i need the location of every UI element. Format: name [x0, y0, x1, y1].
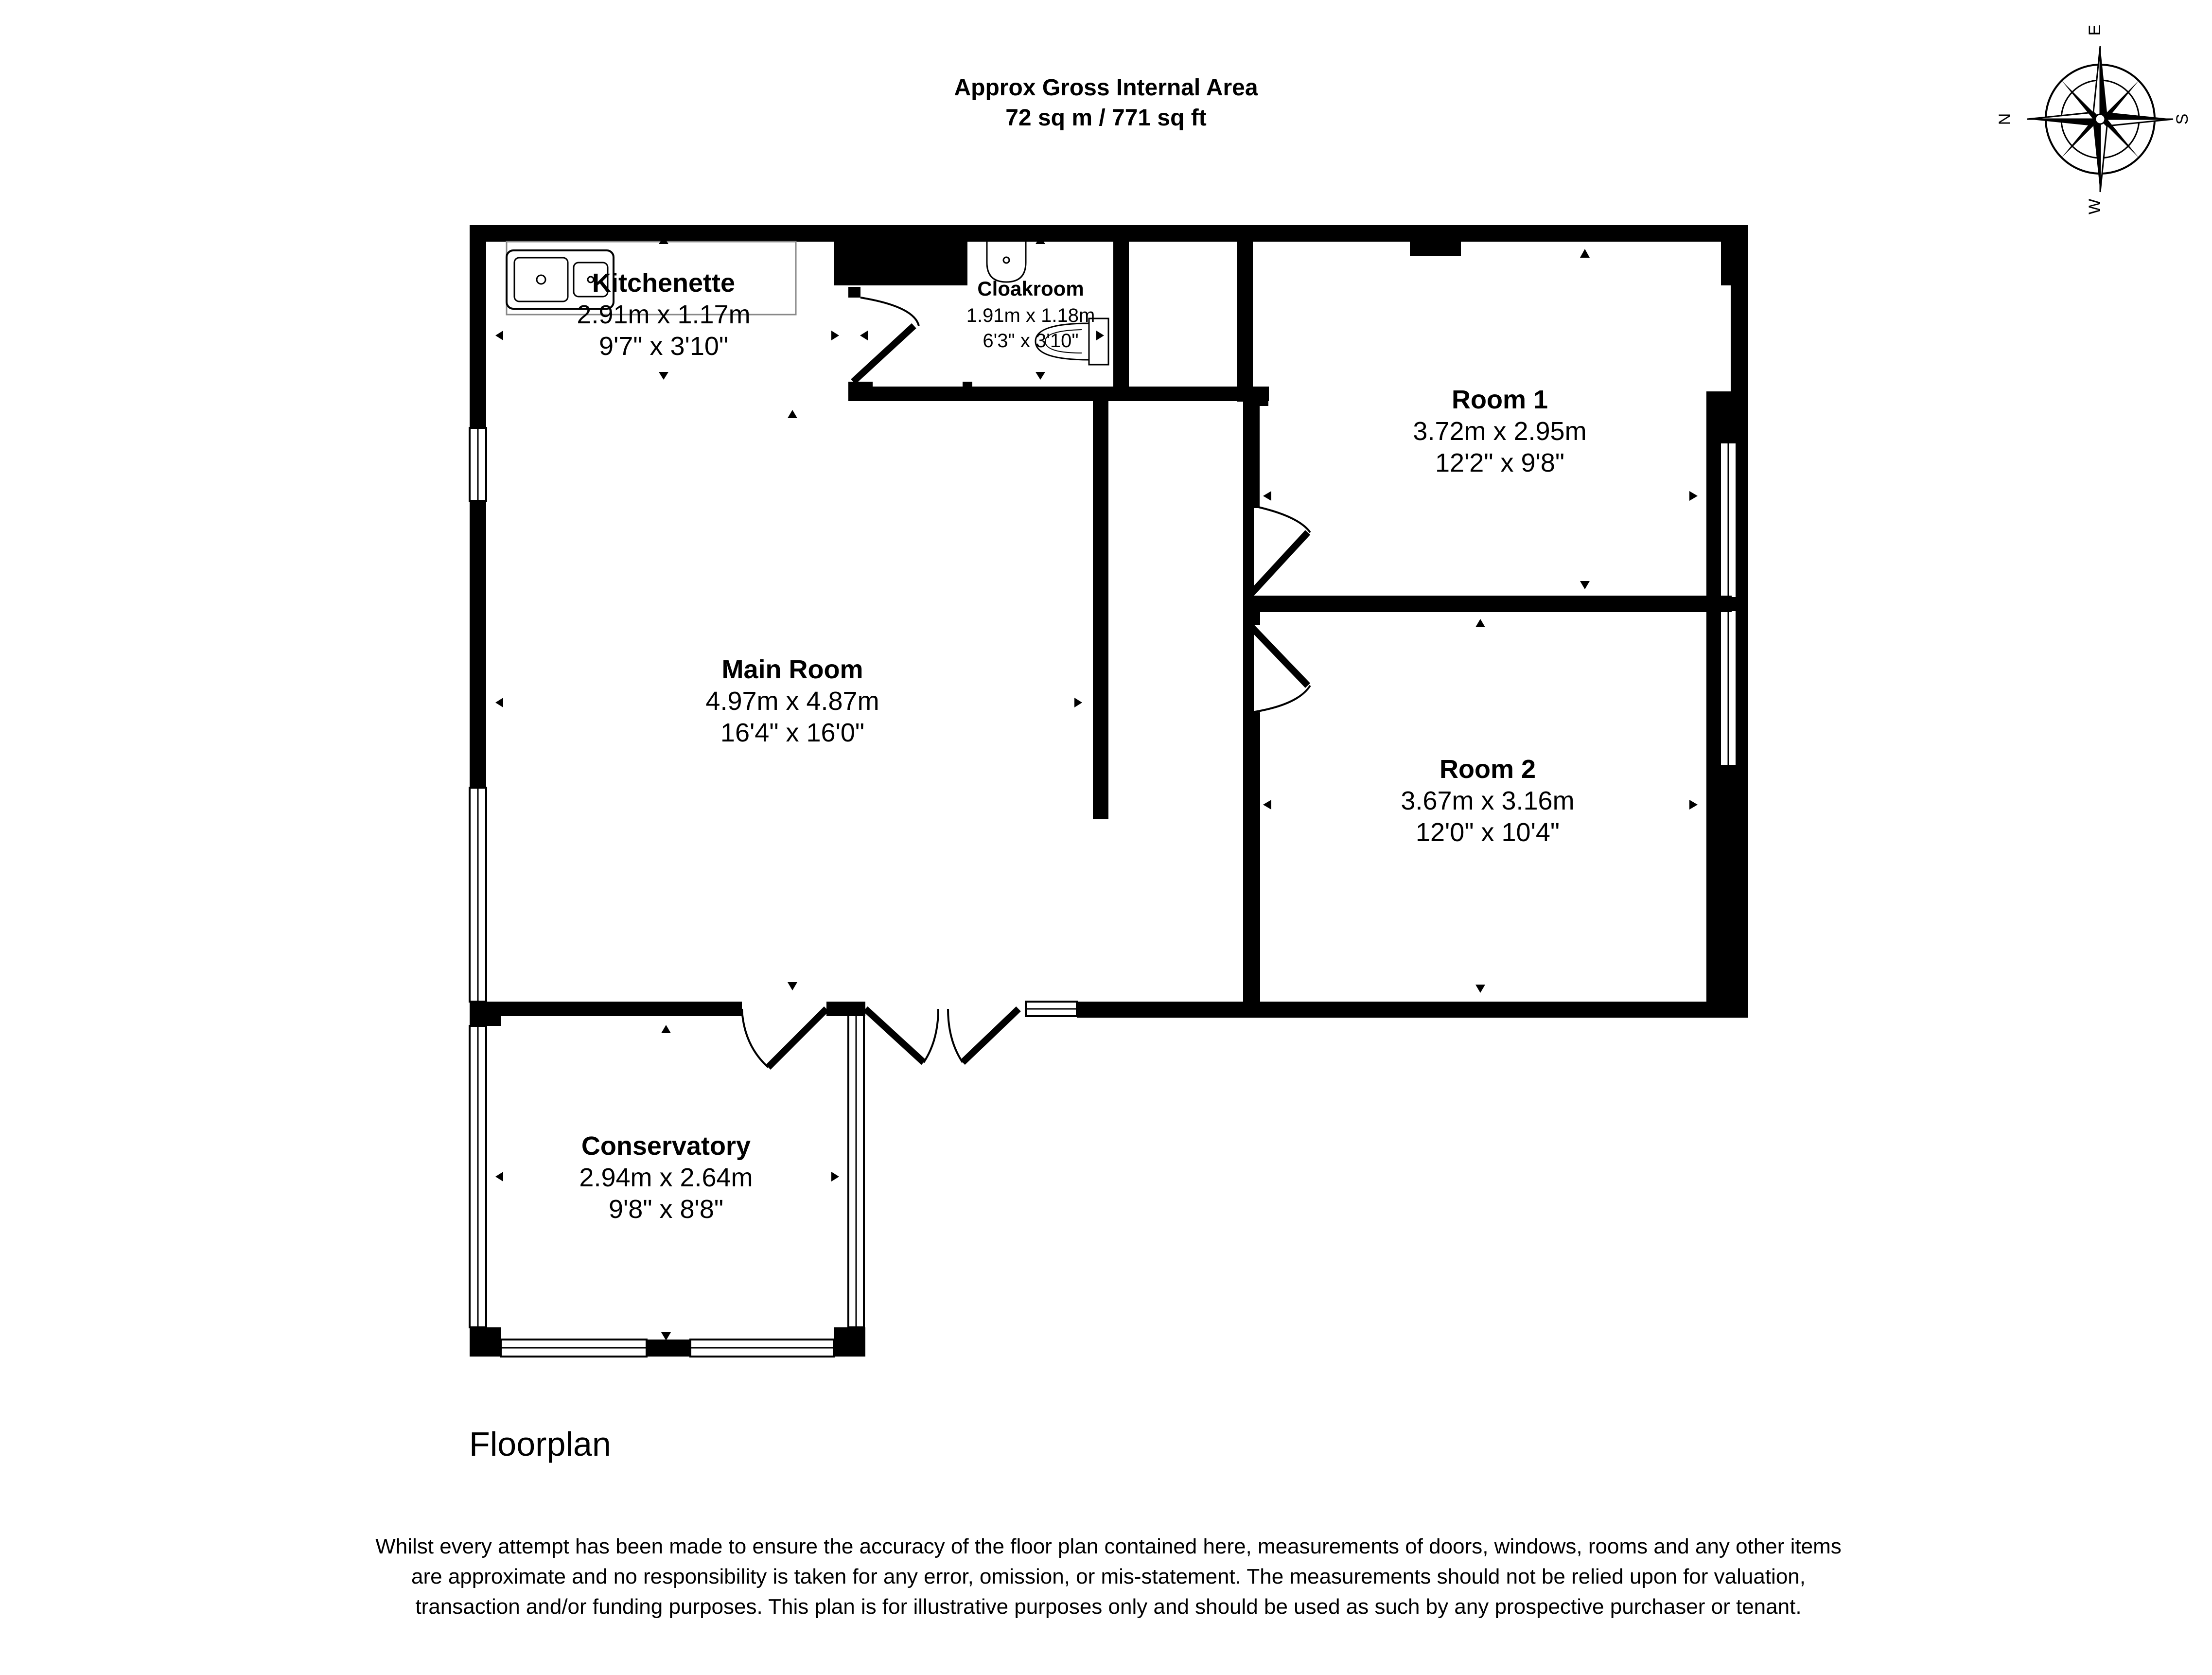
room-kitchenette	[577, 268, 750, 361]
compass-west-label: W	[2086, 198, 2104, 215]
room-divider-stub	[1243, 596, 1260, 625]
kitchenette-metric: 2.91m x 1.17m	[577, 300, 751, 329]
room-room1	[1413, 385, 1586, 477]
main-room-imperial: 16'4" x 16'0"	[720, 718, 865, 747]
basin-icon	[987, 242, 1026, 282]
room-main-room	[705, 655, 879, 747]
cloakroom-imperial: 6'3" x 3'10"	[983, 330, 1079, 352]
main-room-partition-redraw	[1093, 401, 1108, 819]
interior-walls	[834, 242, 1732, 1018]
room-cloakroom	[966, 277, 1095, 352]
area-value: 72 sq m / 771 sq ft	[1005, 105, 1207, 131]
room1-imperial: 12'2" x 9'8"	[1435, 448, 1565, 477]
hall-top-wall	[1108, 387, 1260, 401]
compass-north-label: N	[1996, 113, 2014, 125]
hall-floor-upper	[1109, 402, 1243, 1002]
room1-metric: 3.72m x 2.95m	[1413, 417, 1587, 446]
room2-metric: 3.67m x 3.16m	[1401, 786, 1575, 815]
room2-name: Room 2	[1439, 755, 1536, 784]
main-room-metric: 4.97m x 4.87m	[705, 687, 879, 716]
compass-east-label: E	[2086, 24, 2104, 36]
room1-west-wall	[1243, 387, 1260, 508]
conservatory-name: Conservatory	[581, 1131, 751, 1161]
area-title: Approx Gross Internal Area	[954, 75, 1258, 101]
conservatory-metric: 2.94m x 2.64m	[579, 1163, 753, 1192]
cloakroom-name: Cloakroom	[977, 277, 1084, 300]
disclaimer-text: Whilst every attempt has been made to ensure the accuracy of the floor plan contained here, measurements of doors, windows, rooms and any other items are approximate and no responsibility is taken for any error, omission, or mis-statement. The measurements should not be relied upon for valuation, transaction and/or funding purposes. This plan is for illustrative purposes only and should be used as such by any prospective purchaser or tenant.	[375, 1534, 1842, 1619]
floor-label: Floorplan	[469, 1425, 611, 1463]
cloakroom-metric: 1.91m x 1.18m	[966, 305, 1095, 326]
kitchenette-imperial: 9'7" x 3'10"	[598, 332, 729, 361]
kitchenette-name: Kitchenette	[592, 268, 736, 298]
room1-name: Room 1	[1451, 385, 1548, 414]
room-conservatory	[579, 1131, 753, 1224]
main-room-name: Main Room	[721, 655, 863, 684]
compass-icon	[2027, 46, 2173, 192]
room2-imperial: 12'0" x 10'4"	[1415, 818, 1560, 847]
conservatory-imperial: 9'8" x 8'8"	[608, 1195, 724, 1224]
room2-west-wall-redraw	[1243, 712, 1260, 1018]
compass-south-label: S	[2173, 113, 2192, 125]
room-room2	[1401, 755, 1574, 847]
